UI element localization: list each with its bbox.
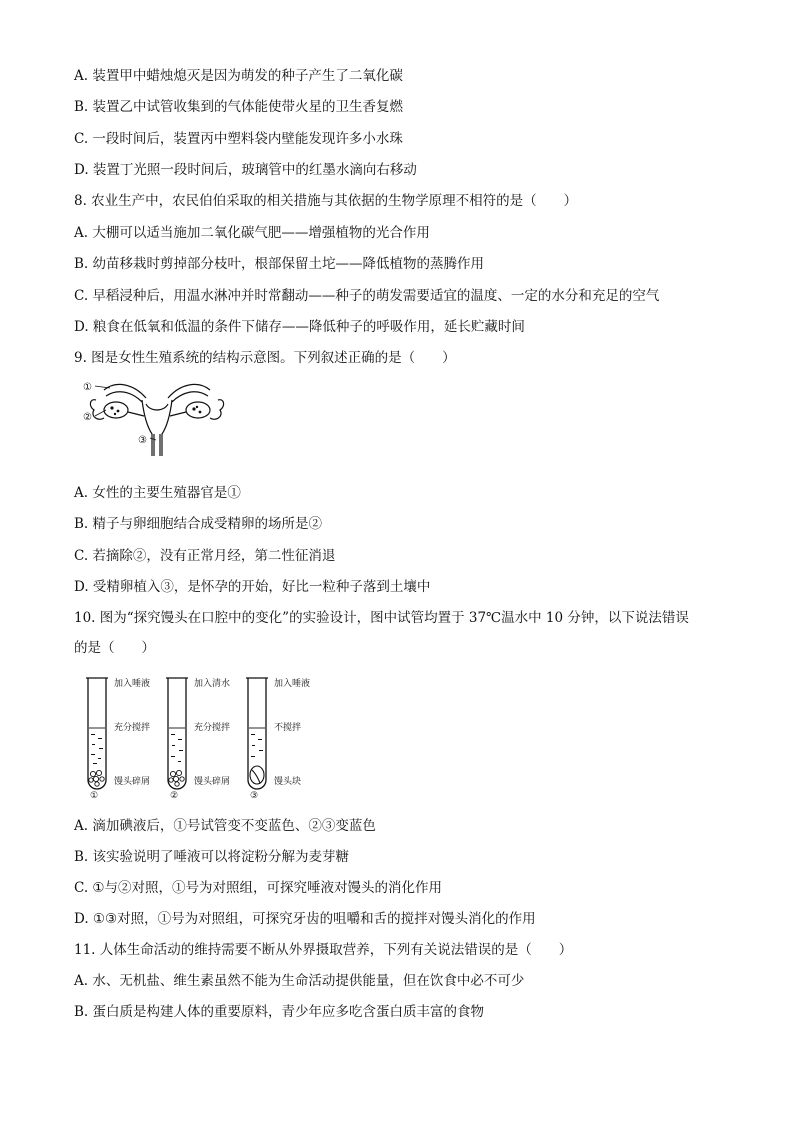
diagram-label-3: ③ — [138, 435, 147, 446]
tube-2-number: ② — [170, 791, 179, 801]
tube-3-top-label: 加入唾液 — [274, 679, 311, 689]
tube-3-mid-label: 不搅拌 — [274, 723, 302, 733]
tube-1-mid-label: 充分搅拌 — [114, 723, 151, 733]
test-tube-2 — [166, 678, 188, 789]
q9-option-b: B. 精子与卵细胞结合成受精卵的场所是② — [74, 516, 323, 532]
tube-3-number: ③ — [250, 791, 259, 801]
q8-option-b: B. 幼苗移栽时剪掉部分枝叶，根部保留土坨——降低植物的蒸腾作用 — [74, 256, 485, 272]
q9-option-d: D. 受精卵植入③，是怀孕的开始，好比一粒种子落到土壤中 — [74, 579, 431, 595]
q7-option-d: D. 装置丁光照一段时间后，玻璃管中的红墨水滴向右移动 — [74, 162, 417, 178]
q7-option-a: A. 装置甲中蜡烛熄灭是因为萌发的种子产生了二氧化碳 — [74, 68, 403, 84]
tube-2-mid-label: 充分搅拌 — [194, 723, 231, 733]
q9-stem: 9. 图是女性生殖系统的结构示意图。下列叙述正确的是（ ） — [74, 350, 456, 366]
diagram-label-2: ② — [83, 412, 92, 423]
q10-option-c: C. ①与②对照，①号为对照组，可探究唾液对馒头的消化作用 — [74, 880, 443, 896]
q11-option-b: B. 蛋白质是构建人体的重要原料，青少年应多吃含蛋白质丰富的食物 — [74, 1004, 485, 1020]
q8-option-a: A. 大棚可以适当施加二氧化碳气肥——增强植物的光合作用 — [74, 225, 430, 241]
tube-3-bottom-label: 馒头块 — [274, 777, 302, 787]
test-tube-1 — [86, 678, 108, 789]
q9-option-c: C. 若摘除②，没有正常月经，第二性征消退 — [74, 548, 336, 564]
tube-1-bottom-label: 馒头碎屑 — [114, 777, 151, 787]
q10-option-d: D. ①③对照，①号为对照组，可探究牙齿的咀嚼和舌的搅拌对馒头消化的作用 — [74, 911, 536, 927]
q7-option-c: C. 一段时间后，装置丙中塑料袋内壁能发现许多小水珠 — [74, 131, 403, 147]
test-tube-3 — [246, 678, 268, 789]
tube-2-top-label: 加入清水 — [194, 679, 231, 689]
tube-2-bottom-label: 馒头碎屑 — [194, 777, 231, 787]
q10-option-b: B. 该实验说明了唾液可以将淀粉分解为麦芽糖 — [74, 849, 350, 865]
q8-option-d: D. 粮食在低氧和低温的条件下储存——降低种子的呼吸作用，延长贮藏时间 — [74, 319, 525, 335]
q11-option-a: A. 水、无机盐、维生素虽然不能为生命活动提供能量，但在饮食中必不可少 — [74, 973, 525, 989]
tube-1-top-label: 加入唾液 — [114, 679, 151, 689]
tube-1-number: ① — [90, 791, 99, 801]
q7-option-b: B. 装置乙中试管收集到的气体能使带火星的卫生香复燃 — [74, 99, 404, 115]
q10-option-a: A. 滴加碘液后，①号试管变不变蓝色、②③变蓝色 — [74, 818, 376, 834]
q8-option-c: C. 早稻浸种后，用温水淋冲并时常翻动——种子的萌发需要适宜的温度、一定的水分和充足的空气 — [74, 288, 660, 304]
test-tubes-figure — [84, 674, 334, 802]
q9-option-a: A. 女性的主要生殖器官是① — [74, 485, 241, 501]
q10-stem-line2: 的是（ ） — [74, 640, 155, 656]
diagram-label-1: ① — [83, 382, 92, 393]
q10-stem-line1: 10. 图为“探究馒头在口腔中的变化”的实验设计，图中试管均置于 37℃温水中 10 分钟，以下说法错误 — [74, 610, 689, 626]
q11-stem: 11. 人体生命活动的维持需要不断从外界摄取营养，下列有关说法错误的是（ ） — [74, 942, 573, 958]
female-reproductive-system-diagram — [82, 376, 232, 466]
q8-stem: 8. 农业生产中，农民伯伯采取的相关措施与其依据的生物学原理不相符的是（ ） — [74, 193, 578, 209]
